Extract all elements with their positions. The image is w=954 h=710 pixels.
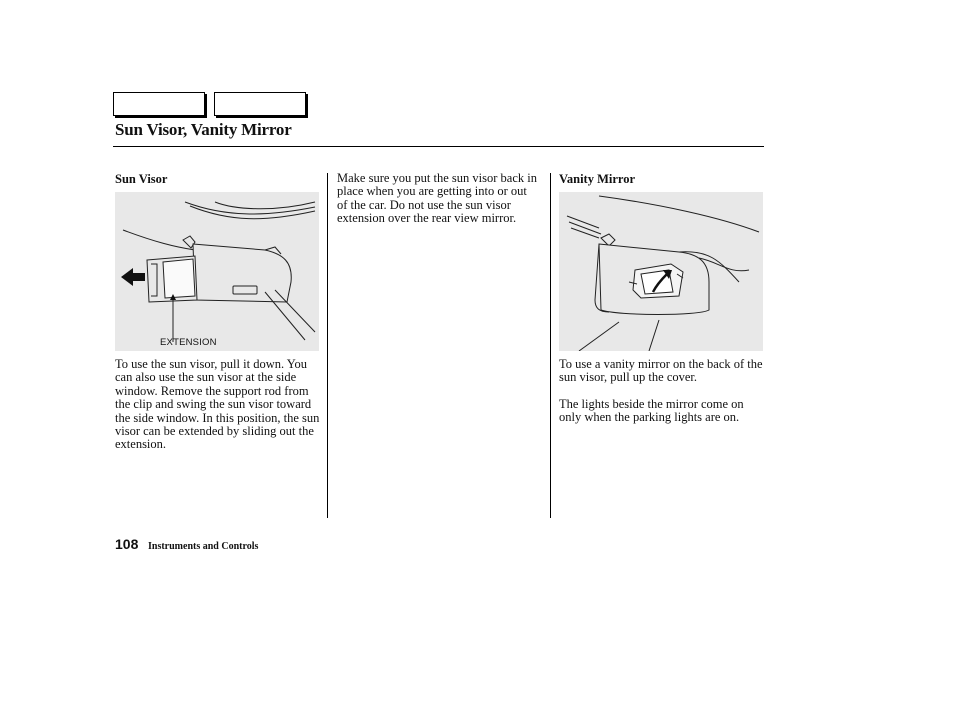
section-name: Instruments and Controls [148,541,259,552]
page-title: Sun Visor, Vanity Mirror [115,120,292,139]
sun-visor-instructions: To use the sun visor, pull it down. You can also use the sun visor at the side window. Remove the support rod from the clip and swing the sun visor toward the side window. In this position, the sun visor can be extended by sliding out the extension. [115,357,320,452]
title-rule [113,146,764,147]
vanity-mirror-instructions: To use a vanity mirror on the back of the sun visor, pull up the cover. [559,357,763,385]
vanity-mirror-illustration [559,192,763,351]
sun-visor-drawing [115,192,319,351]
vanity-mirror-lights-note: The lights beside the mirror come on only when the parking lights are on. [559,397,744,425]
pull-arrow-icon [121,268,145,286]
page-number: 108 [115,536,139,552]
vanity-mirror-heading: Vanity Mirror [559,172,636,186]
sun-visor-caution: Make sure you put the sun visor back in place when you are getting into or out of the car. Do not use the sun visor extension over the rear view mirror. [337,171,537,226]
column-divider-1 [327,173,328,518]
section-tab-box-2 [214,92,306,116]
sun-visor-heading: Sun Visor [115,172,168,186]
vanity-mirror-drawing [559,192,763,351]
extension-label: EXTENSION [160,337,217,348]
sun-visor-illustration [115,192,319,351]
section-tab-box-1 [113,92,205,116]
column-divider-2 [550,173,551,518]
